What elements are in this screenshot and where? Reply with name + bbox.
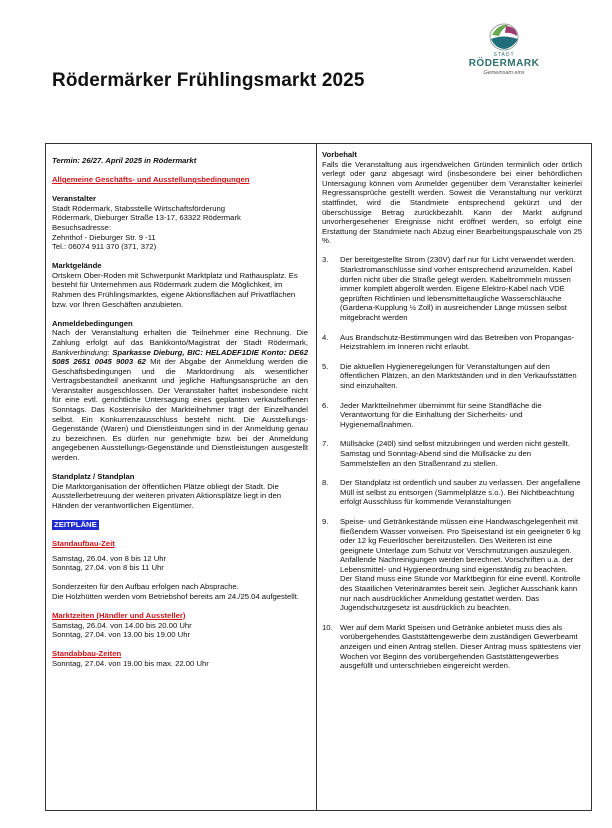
anmelde-text bbox=[52, 328, 308, 462]
logo-big-text: RÖDERMARK bbox=[468, 58, 540, 69]
markt-line-2: Sonntag, 27.04. von 13.00 bis 19.00 Uhr bbox=[52, 630, 191, 640]
list-item: 10. Wer auf dem Markt Speisen und Getränke anbietet muss dies als vorübergehendes Gaststättengewerbe dem zuständigen Gewerbeamt anzeigen und einen Antrag stellen. Dieser Antrag muss spätestens vier Wochen vor Beginn des vorübergehenden Gaststättengewerbes ausgefüllt und unterschrieben eingereicht werden. bbox=[322, 622, 582, 671]
marktzeiten-heading: Marktzeiten (Händler und Aussteller) bbox=[52, 611, 186, 621]
zeitplaene-badge: ZEITPLÄNE bbox=[54, 520, 97, 529]
anmelde-heading: Anmeldebedingungen bbox=[52, 318, 133, 328]
anmelde-text-b: Mit der Abgabe der Anmeldung werden die Geschäftsbedingungen und die Marktordnung als wesentlicher Vertragsbestandteil anerkannt und jegliche Haftungsansprüche an den Veranstalter ausgeschlossen. Der Veranstalter haftet insbesondere nicht für eine evtl. gerichtliche Untersagung eines geplanten verkaufsoffenen Sonntags. Das Kostenrisiko der Markteilnehmer trägt der Einzelhandel selbst. Ein Konkurrenzausschluss besteht nicht. Die Ausstellungs-Gegenstände (Waren) und Dienstleistungen sind in der Anmeldung genau zu bezeichnen. Es dürfen nur genehmigte bzw. bei der Anmeldung angegebenen Ausstellungs-Gegenstände und Dienstleistungen ausgestellt werden. bbox=[52, 357, 308, 463]
aufbau-heading: Standaufbau-Zeit bbox=[52, 539, 115, 549]
right-column bbox=[322, 150, 582, 681]
markt-line-1: Samstag, 26.04. von 14.00 bis 20.00 Uhr bbox=[52, 620, 192, 630]
veranstalter-line-1: Stadt Rödermark, Stabsstelle Wirtschaftsförderung bbox=[52, 203, 226, 213]
veranstalter-heading: Veranstalter bbox=[52, 194, 97, 204]
agb-heading: Allgemeine Geschäfts- und Ausstellungsbedingungen bbox=[52, 175, 250, 185]
sonder-line-2: Die Holzhütten werden vom Betriebshof bereits am 24./25.04 aufgestellt. bbox=[52, 591, 299, 601]
list-item: 8. Der Standplatz ist ordentlich und sauber zu verlassen. Der angefallene Müll ist selbst zu entsorgen (Sammelplätze s.o.). Bei Nichtbeachtung erfolgt Ausschluss für kommende Veranstaltungen bbox=[322, 478, 581, 507]
page-title: Rödermärker Frühlingsmarkt 2025 bbox=[52, 70, 365, 91]
logo-small-text: STADT bbox=[493, 52, 515, 58]
rodermark-logo bbox=[468, 22, 540, 92]
rules-list bbox=[322, 255, 582, 670]
termin-line: Termin: 26/27. April 2025 in Rödermarkt bbox=[52, 156, 197, 165]
list-item: 3. Der bereitgestellte Strom (230V) darf nur für Licht verwendet werden. Starkstromanschlüsse sind vorher entsprechend anzumelden. Kabel dürfen nicht über die Straße gelegt werden. Kabeltrommeln müssen immer komplett abgerollt werden. Eigene Elektro-Kabel nach VDE geprüften Richtlinien und lebensmitteltaugliche Wasserschläuche (Gardena-Kupplung ½ Zoll) in ausreichender Länge müssen selbst mitgebracht werden bbox=[322, 255, 576, 322]
list-item: 9. Speise- und Getränkestände müssen eine Handwaschgelegenheit mit fließendem Wasser vorweisen. Pro Speisestand ist ein geeigneter 6 kg oder 12 kg Feuerlöscher bereitzustellen. Des Weiteren ist eine geeignete Unterlage zum Schutz vor Verschmutzungen auszulegen. Anfallende Nachreinigungen werden berechnet. Vorschriften u.a. der Lebensmittel- und Hygieneordnung sind eigenständig zu beachten. Der Stand muss eine Stunde vor Marktbeginn für eine eventl. Kontrolle des Staatlichen Veterinäramtes bereit sein. Jeglicher Ausschank kann nur nach ausdrücklicher Anmeldung gestattet werden. Das Jugendschutzgesetz ist ausdrücklich zu beachten. bbox=[322, 516, 581, 613]
logo-emblem-icon bbox=[468, 22, 540, 54]
abbau-heading: Standabbau-Zeiten bbox=[52, 649, 122, 659]
sonder-line-1: Sonderzeiten für den Aufbau erfolgen nach Absprache. bbox=[52, 582, 239, 592]
aufbau-line-2: Sonntag, 27.04. von 8 bis 11 Uhr bbox=[52, 563, 164, 573]
anmelde-text-a: Nach der Veranstaltung erhalten die Teilnehmer eine Rechnung. Die Zahlung erfolgt auf das Bankkonto/Magistrat der Stadt Rödermark, bbox=[52, 328, 308, 347]
list-item: 6. Jeder Marktteilnehmer übernimmt für seine Standfläche die Verantwortung für die Einhaltung der Sicherheits- und Hygienemaßnahmen. bbox=[322, 400, 542, 429]
standplatz-heading: Standplatz / Standplan bbox=[52, 472, 135, 482]
terms-frame bbox=[45, 143, 592, 811]
gelaende-text: Ortskern Ober-Roden mit Schwerpunkt Marktplatz und Rathausplatz. Es besteht für Unternehmen aus Rödermark zudem die Möglichkeit, im Rahmen des Frühlingsmarktes, eigene Aktionsflächen auf Privatflächen bzw. vor Ihren Geschäften anzubieten. bbox=[52, 270, 298, 309]
column-divider bbox=[316, 144, 317, 810]
abbau-line-1: Sonntag, 27.04. von 19.00 bis max. 22.00 Uhr bbox=[52, 658, 209, 668]
logo-tagline: Gemeinsam eins bbox=[483, 70, 525, 76]
list-item: 7. Müllsäcke (240l) sind selbst mitzubringen und werden nicht gestellt. Samstag und Sonntag-Abend sind die Müllsäcke zu den Sammelstellen an den Straßenrand zu stellen. bbox=[322, 439, 570, 468]
aufbau-line-1: Samstag, 26.04. von 8 bis 12 Uhr bbox=[52, 553, 167, 563]
anmelde-bank-details: Sparkasse Dieburg, BIC: HELADEF1DIE Konto: DE62 5085 2651 0045 9003 62 bbox=[52, 347, 308, 367]
gelaende-heading: Marktgelände bbox=[52, 261, 102, 271]
standplatz-text: Die Marktorganisation der öffentlichen Plätze obliegt der Stadt. Die Ausstellerbetreuung der weiteren privaten Aktionsplätze liegt in den Händen der verantwortlichen Eigentümer. bbox=[52, 481, 282, 510]
veranstalter-line-3: Besuchsadresse: bbox=[52, 222, 111, 232]
veranstalter-line-2: Rödermark, Dieburger Straße 13-17, 63322 Rödermark bbox=[52, 213, 241, 223]
anmelde-bank-label: Bankverbindung: bbox=[52, 347, 110, 357]
left-column bbox=[52, 150, 308, 669]
list-item: 4. Aus Brandschutz-Bestimmungen wird das Betreiben von Propangas-Heizstrahlern im Inneren nicht erlaubt. bbox=[322, 332, 575, 352]
list-item: 5. Die aktuellen Hygieneregelungen für Veranstaltungen auf den öffentlichen Plätzen, an den Marktständen und in den Verkaufsstätten sind einzuhalten. bbox=[322, 361, 577, 390]
vorbehalt-text: Falls die Veranstaltung aus irgendwelchen Gründen terminlich oder örtlich verlegt oder ganz abgesagt wird (insbesondere bei einer behördlichen Untersagung können vom Anmelder gegenüber dem Veranstalter keinerlei Regressansprüche gestellt werden. Soweit die Veranstaltung nur verkürzt stattfindet, wird die Standmiete entsprechend gekürzt und der überschüssige Betrag zurückbezahlt. Kann der Markt aufgrund unvorhergesehener Ereignisse nicht eröffnet werden, so erfolgt eine Erstattung der Standmiete nach Abzug einer Bearbeitungspauschale von 25 %. bbox=[322, 159, 582, 246]
veranstalter-line-5: Tel.: 06074 911 370 (371, 372) bbox=[52, 242, 157, 252]
vorbehalt-heading: Vorbehalt bbox=[322, 150, 357, 159]
veranstalter-line-4: Zehnthof - Dieburger Str. 9 -11 bbox=[52, 232, 156, 242]
